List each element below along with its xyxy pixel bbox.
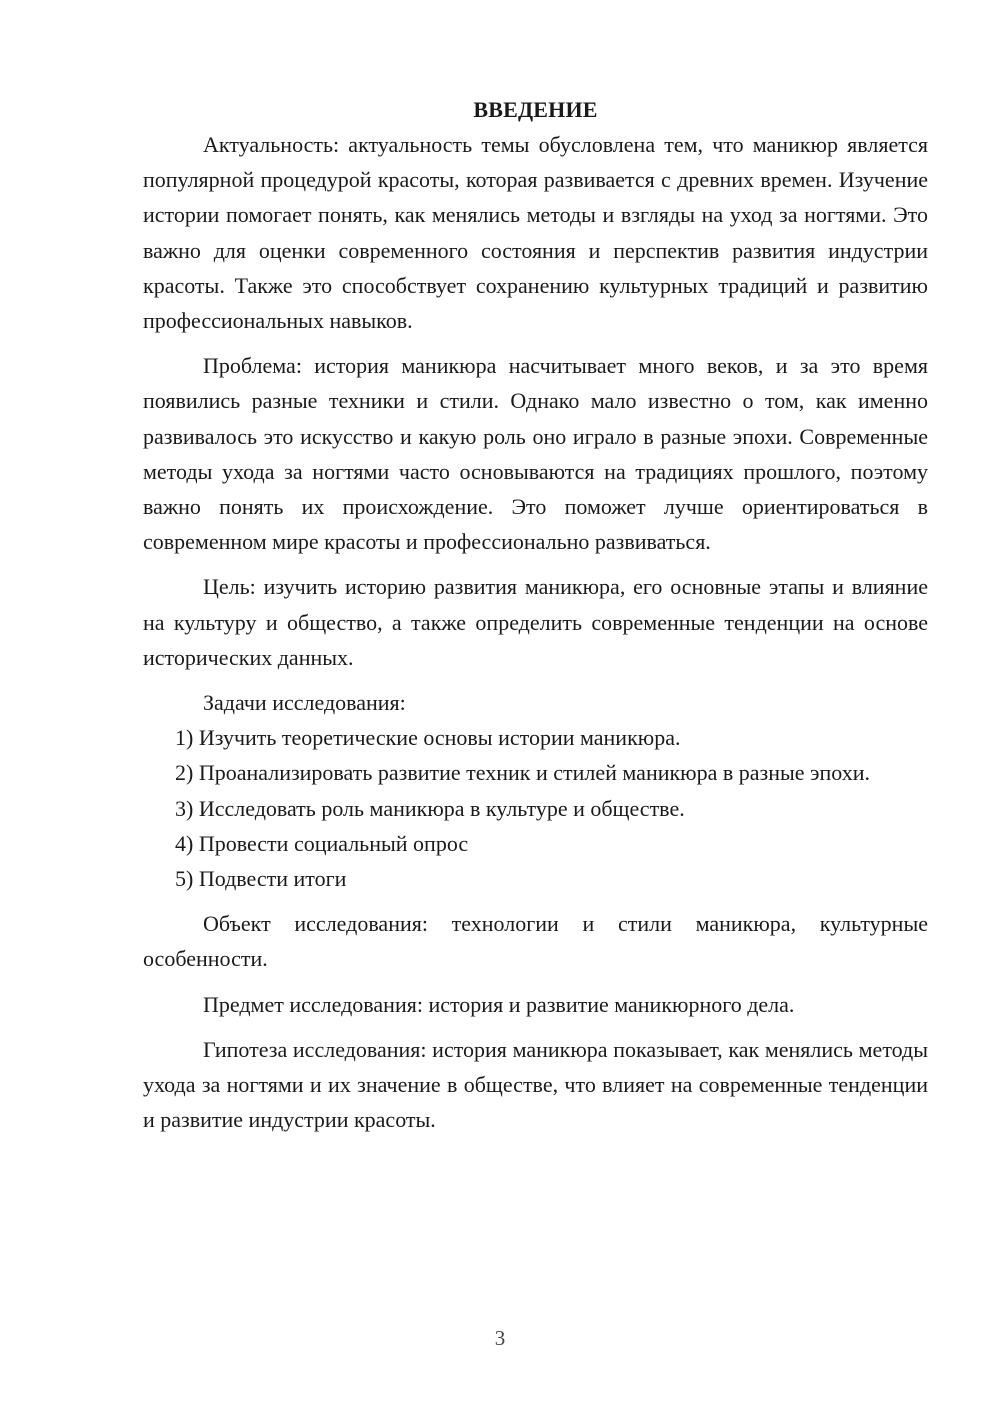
- paragraph-hypothesis: Гипотеза исследования: история маникюра показывает, как менялись методы ухода за ногтями и их значение в обществе, что влияет на современные тенденции и развитие индустрии красоты.: [143, 1036, 928, 1133]
- task-item-1: 1) Изучить теоретические основы истории маникюра.: [175, 725, 681, 751]
- paragraph-problem: Проблема: история маникюра насчитывает много веков, и за это время появились разные техники и стили. Однако мало известно о том, как именно развивалось это искусство и какую роль оно играло в разные эпохи. Современные методы ухода за ногтями часто основываются на традициях прошлого, поэтому важно понять их происхождение. Это поможет лучше ориентироваться в современном мире красоты и профессионально развиваться.: [143, 353, 928, 555]
- paragraph-goal: Цель: изучить историю развития маникюра, его основные этапы и влияние на культуру и общество, а также определить современные тенденции на основе исторических данных.: [143, 574, 928, 670]
- document-page: [143, 92, 928, 1137]
- paragraph-tasks-title: Задачи исследования:: [203, 690, 406, 716]
- task-item-4: 4) Провести социальный опрос: [175, 830, 469, 856]
- paragraph-object: Объект исследования: технологии и стили маникюра, культурные особенности.: [143, 911, 928, 972]
- paragraph-subject: Предмет исследования: история и развитие маникюрного дела.: [203, 991, 795, 1017]
- task-item-2: 2) Проанализировать развитие техник и стилей маникюра в разные эпохи.: [175, 760, 870, 786]
- task-item-5: 5) Подвести итоги: [175, 866, 347, 892]
- page-title: ВВЕДЕНИЕ: [473, 97, 598, 122]
- page-number: 3: [494, 1326, 506, 1350]
- task-item-3: 3) Исследовать роль маникюра в культуре и обществе.: [175, 795, 685, 821]
- paragraph-relevance: Актуальность: актуальность темы обусловлена тем, что маникюр является популярной процедурой красоты, которая развивается с древних времен. Изучение истории помогает понять, как менялись методы и взгляды на уход за ногтями. Это важно для оценки современного состояния и перспектив развития индустрии красоты. Также это способствует сохранению культурных традиций и развитию профессиональных навыков.: [143, 132, 928, 334]
